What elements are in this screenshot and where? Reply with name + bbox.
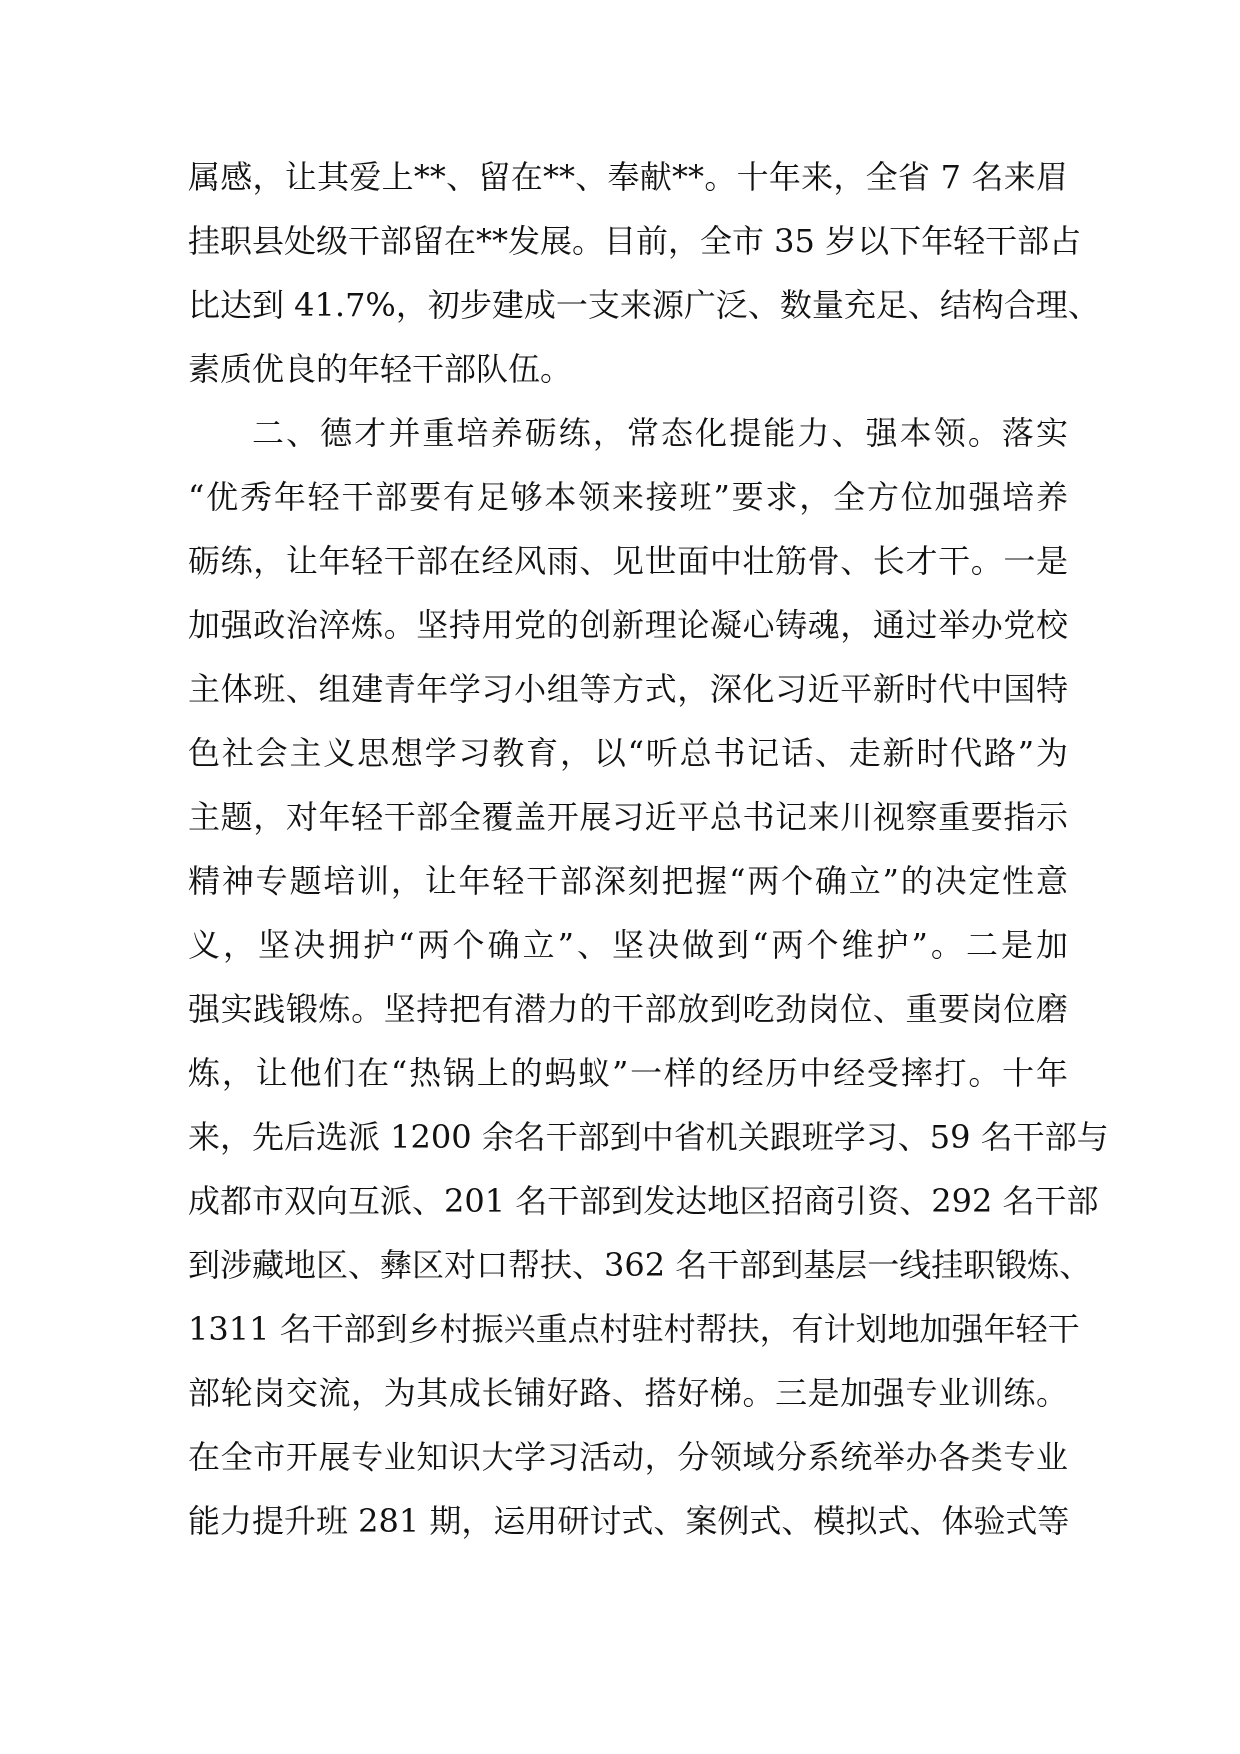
text-line: 到涉藏地区、彝区对口帮扶、362 名干部到基层一线挂职锻炼、 — [188, 1246, 1092, 1284]
text-line: 能力提升班 281 期，运用研讨式、案例式、模拟式、体验式等 — [188, 1502, 1070, 1540]
text-line: 1311 名干部到乡村振兴重点村驻村帮扶，有计划地加强年轻干 — [188, 1310, 1080, 1348]
text-line: 属感，让其爱上**、留在**、奉献**。十年来，全省 7 名来眉 — [188, 158, 1068, 196]
text-line: 砺练，让年轻干部在经风雨、见世面中壮筋骨、长才干。一是 — [188, 542, 1068, 580]
text-line-indented: 二、德才并重培养砺练，常态化提能力、强本领。落实 — [252, 414, 1068, 452]
text-line: 义，坚决拥护“两个确立”、坚决做到“两个维护”。二是加 — [188, 926, 1068, 964]
text-line: 主题，对年轻干部全覆盖开展习近平总书记来川视察重要指示 — [188, 798, 1068, 836]
text-line: 加强政治淬炼。坚持用党的创新理论凝心铸魂，通过举办党校 — [188, 606, 1068, 644]
text-line: 比达到 41.7%，初步建成一支来源广泛、数量充足、结构合理、 — [188, 286, 1100, 324]
text-line: 精神专题培训，让年轻干部深刻把握“两个确立”的决定性意 — [188, 862, 1068, 900]
text-line: 挂职县处级干部留在**发展。目前，全市 35 岁以下年轻干部占 — [188, 222, 1082, 260]
text-line: 在全市开展专业知识大学习活动，分领域分系统举办各类专业 — [188, 1438, 1068, 1476]
document-body — [188, 145, 1109, 1553]
text-line: 来，先后选派 1200 余名干部到中省机关跟班学习、59 名干部与 — [188, 1118, 1109, 1156]
paragraph-continuation — [188, 145, 1100, 401]
paragraph-section-two — [188, 401, 1109, 1553]
text-line: 素质优良的年轻干部队伍。 — [188, 350, 573, 388]
text-line: 部轮岗交流，为其成长铺好路、搭好梯。三是加强专业训练。 — [188, 1374, 1068, 1412]
text-line: 主体班、组建青年学习小组等方式，深化习近平新时代中国特 — [188, 670, 1068, 708]
text-line: 强实践锻炼。坚持把有潜力的干部放到吃劲岗位、重要岗位磨 — [188, 990, 1068, 1028]
text-line: 成都市双向互派、201 名干部到发达地区招商引资、292 名干部 — [188, 1182, 1099, 1220]
text-line: 色社会主义思想学习教育，以“听总书记话、走新时代路”为 — [188, 734, 1068, 772]
text-line: “优秀年轻干部要有足够本领来接班”要求，全方位加强培养 — [188, 478, 1068, 516]
text-line: 炼，让他们在“热锅上的蚂蚁”一样的经历中经受摔打。十年 — [188, 1054, 1068, 1092]
